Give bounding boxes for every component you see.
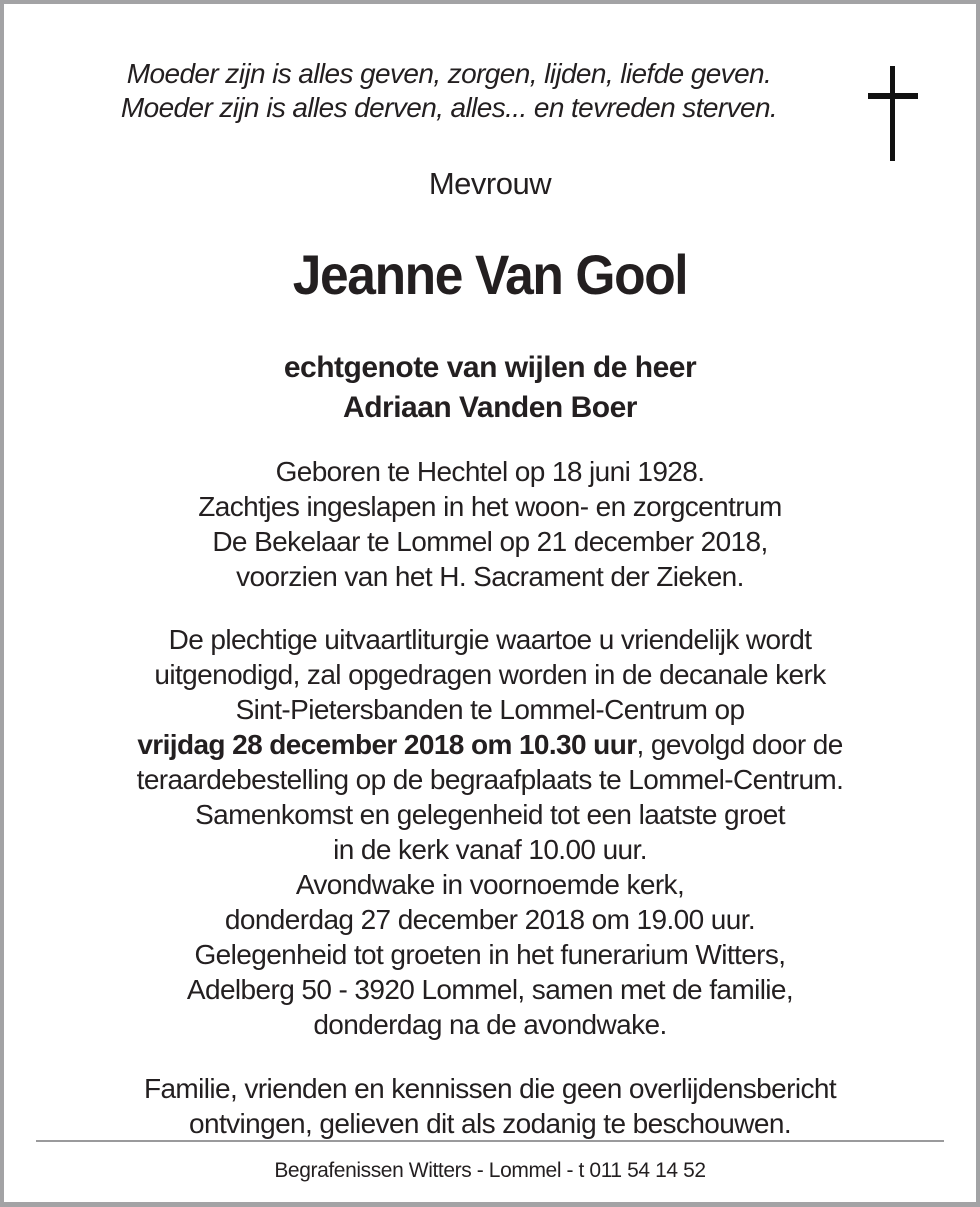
spouse-name: Adriaan Vanden Boer	[343, 391, 637, 424]
birth-death-info	[4, 454, 976, 594]
info-line: Adelberg 50 - 3920 Lommel, samen met de familie,	[186, 974, 794, 1005]
deceased-name: Jeanne Van Gool	[292, 243, 688, 306]
spouse-line: echtgenote van wijlen de heer	[283, 351, 697, 384]
info-line: uitgenodigd, zal opgedragen worden in de decanale kerk	[154, 659, 826, 690]
poem-line: Moeder zijn is alles geven, zorgen, lijden, liefde geven.	[126, 58, 772, 89]
salutation: Mevrouw	[428, 166, 552, 201]
info-line: De Bekelaar te Lommel op 21 december 2018,	[212, 526, 768, 557]
info-line: in de kerk vanaf 10.00 uur.	[333, 834, 647, 865]
obituary-card	[4, 4, 976, 1202]
info-line: Gelegenheid tot groeten in het funerarium Witters,	[194, 939, 786, 970]
info-line: vrijdag 28 december 2018 om 10.30 uur, gevolgd door de	[137, 729, 843, 760]
spouse-info	[4, 348, 976, 428]
info-line: Sint-Pietersbanden te Lommel-Centrum op	[235, 694, 745, 725]
info-line: voorzien van het H. Sacrament der Zieken.	[236, 561, 744, 592]
footer: Begrafenissen Witters - Lommel - t 011 54 14 52	[274, 1159, 706, 1182]
funeral-info	[4, 622, 976, 1042]
info-line: ontvingen, gelieven dit als zodanig te beschouwen.	[189, 1108, 791, 1139]
poem-line: Moeder zijn is alles derven, alles... en tevreden sterven.	[120, 92, 778, 123]
closing-note	[4, 1071, 976, 1141]
info-line: Samenkomst en gelegenheid tot een laatste groet	[195, 799, 785, 830]
info-line: Familie, vrienden en kennissen die geen overlijdensbericht	[143, 1073, 837, 1104]
info-line: De plechtige uitvaartliturgie waartoe u vriendelijk wordt	[168, 624, 812, 655]
poem	[4, 57, 894, 125]
divider	[36, 1140, 944, 1142]
info-line: Geboren te Hechtel op 18 juni 1928.	[275, 456, 705, 487]
info-line: Avondwake in voornoemde kerk,	[295, 869, 685, 900]
info-line: teraardebestelling op de begraafplaats te Lommel-Centrum.	[136, 764, 844, 795]
funeral-date: vrijdag 28 december 2018 om 10.30 uur	[137, 729, 637, 760]
info-line: donderdag 27 december 2018 om 19.00 uur.	[224, 904, 756, 935]
info-line: donderdag na de avondwake.	[313, 1009, 667, 1040]
info-line: Zachtjes ingeslapen in het woon- en zorgcentrum	[198, 491, 782, 522]
